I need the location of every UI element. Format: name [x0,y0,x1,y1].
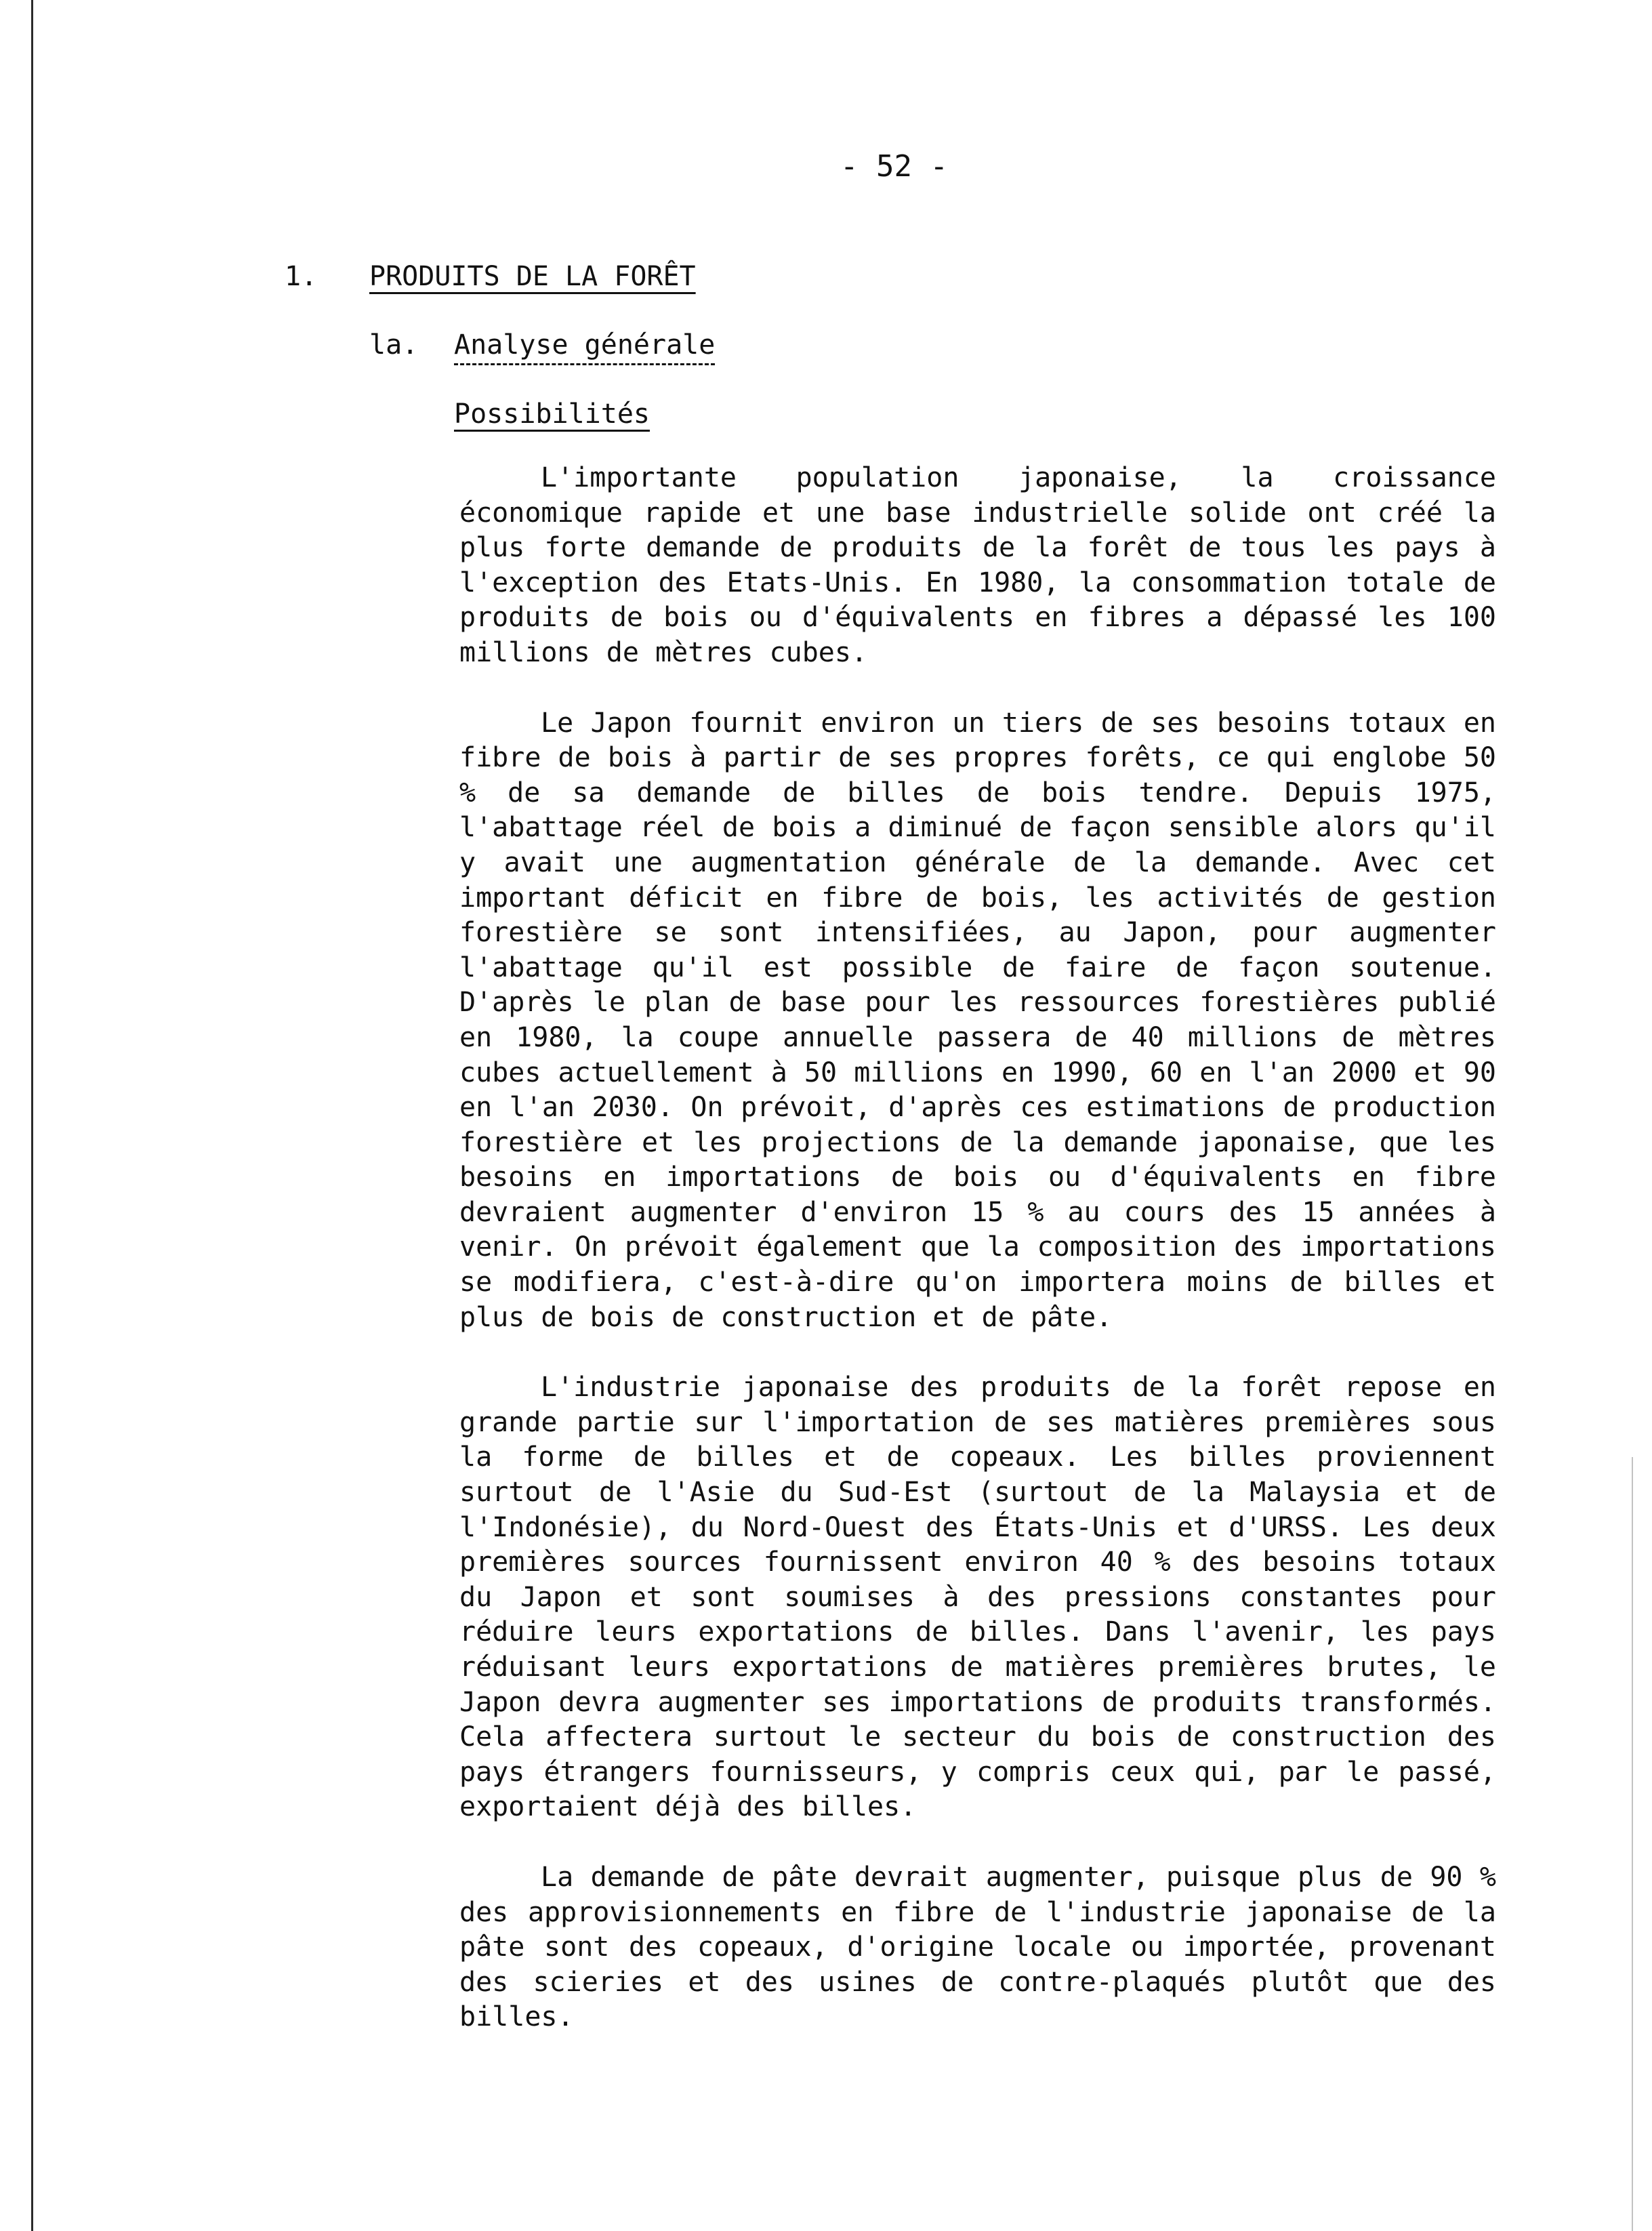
heading-number: 1. [285,261,318,292]
subheading-number: la. [369,329,419,361]
paragraph-3: L'industrie japonaise des produits de la forêt repose en grande partie sur l'importation de ses matières premières sous la forme de billes et de copeaux. Les billes proviennent surtout de l'Asie du Sud-Est (surtout de la Malaysia et de l'Indonésie), du Nord-Ouest des États-Unis et d'URSS. Les deux premières sources fournissent environ 40 % des besoins totaux du Japon et sont soumises à des pressions constantes pour réduire leurs exportations de billes. Dans l'avenir, les pays réduisant leurs exportations de matières premières brutes, le Japon devra augmenter ses importations de produits transformés. Cela affectera surtout le secteur du bois de construction des pays étrangers fournisseurs, y compris ceux qui, par le passé, exportaient déjà des billes. [459,1372,1496,1823]
section-label: Possibilités [454,398,650,430]
scan-page-edge-right [1632,1457,1633,2231]
body-text [459,461,1496,2070]
scan-page-edge-left [31,0,33,2231]
paragraph-4: La demande de pâte devrait augmenter, puisque plus de 90 % des approvisionnements en fibre de l'industrie japonaise de la pâte sont des copeaux, d'origine locale ou importée, provenant des scieries et des usines de contre-plaqués plutôt que des billes. [459,1861,1496,2033]
paragraph-2: Le Japon fournit environ un tiers de ses besoins totaux en fibre de bois à partir de ses propres forêts, ce qui englobe 50 % de sa demande de billes de bois tendre. Depuis 1975, l'abattage réel de bois a diminué de façon sensible alors qu'il y avait une augmentation générale de la demande. Avec cet important déficit en fibre de bois, les activités de gestion forestière se sont intensifiées, au Japon, pour augmenter l'abattage qu'il est possible de faire de façon soutenue. D'après le plan de base pour les ressources forestières publié en 1980, la coupe annuelle passera de 40 millions de mètres cubes actuellement à 50 millions en 1990, 60 en l'an 2000 et 90 en l'an 2030. On prévoit, d'après ces estimations de production forestière et les projections de la demande japonaise, que les besoins en importations de bois ou d'équivalents en fibre devraient augmenter d'environ 15 % au cours des 15 années à venir. On prévoit également que la composition des importations se modifiera, c'est-à-dire qu'on importera moins de billes et plus de bois de construction et de pâte. [459,707,1496,1333]
subheading-title: Analyse générale [454,329,716,361]
paragraph-1: L'importante population japonaise, la croissance économique rapide et une base industrielle solide ont créé la plus forte demande de produits de la forêt de tous les pays à l'exception des Etats-Unis. En 1980, la consommation totale de produits de bois ou d'équivalents en fibres a dépassé les 100 millions de mètres cubes. [459,462,1496,668]
page-number: - 52 - [840,149,948,184]
heading-title: PRODUITS DE LA FORÊT [369,261,696,292]
